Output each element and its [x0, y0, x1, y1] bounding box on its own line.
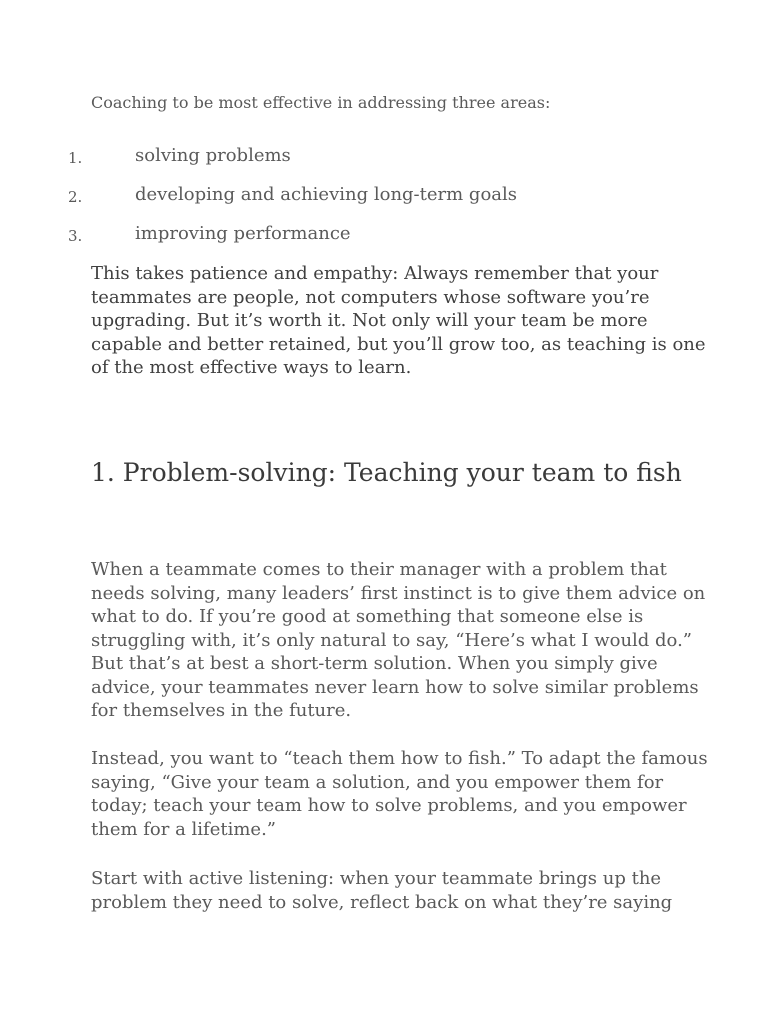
intro-text: Coaching to be most effective in addressing three areas: [91, 93, 551, 112]
paragraph-patience [91, 262, 706, 380]
list-text: developing and achieving long-term goals [135, 184, 518, 205]
paragraph-line: upgrading. But it’s worth it. Not only will your team be more [91, 310, 648, 331]
paragraph-line: problem they need to solve, reflect back on what they’re saying [91, 891, 673, 913]
list-text: improving performance [135, 223, 351, 244]
list-number: 1. [68, 149, 83, 167]
paragraph-line: them for a lifetime.” [91, 818, 277, 840]
paragraph-line: what to do. If you’re good at something that someone else is [91, 606, 644, 627]
paragraph-line: needs solving, many leaders’ first instinct is to give them advice on [91, 582, 706, 604]
paragraph-teach-to-fish [91, 747, 708, 841]
list-text: solving problems [135, 145, 291, 166]
paragraph-line: Start with active listening: when your teammate brings up the [91, 868, 662, 889]
paragraph-line: When a teammate comes to their manager with a problem that [91, 559, 667, 580]
paragraph-line: But that’s at best a short-term solution. When you simply give [91, 653, 658, 674]
list-number: 2. [68, 188, 83, 206]
paragraph-line: today; teach your team how to solve problems, and you empower [91, 795, 687, 816]
paragraph-line: struggling with, it’s only natural to say, “Here’s what I would do.” [91, 629, 693, 651]
list-number: 3. [68, 227, 83, 245]
paragraph-line: capable and better retained, but you’ll grow too, as teaching is one [91, 333, 706, 355]
paragraph-line: saying, “Give your team a solution, and you empower them for [91, 771, 664, 793]
paragraph-line: This takes patience and empathy: Always remember that your [91, 263, 659, 284]
paragraph-line: advice, your teammates never learn how to solve similar problems [91, 676, 699, 698]
paragraph-line: for themselves in the future. [91, 700, 352, 721]
paragraph-manager-advice [91, 558, 705, 723]
paragraph-line: of the most effective ways to learn. [91, 357, 412, 378]
section-heading: 1. Problem-solving: Teaching your team to fish [91, 458, 682, 487]
paragraph-line: teammates are people, not computers whose software you’re [91, 286, 650, 308]
paragraph-line: Instead, you want to “teach them how to fish.” To adapt the famous [91, 748, 708, 769]
paragraph-active-listening [91, 867, 672, 914]
